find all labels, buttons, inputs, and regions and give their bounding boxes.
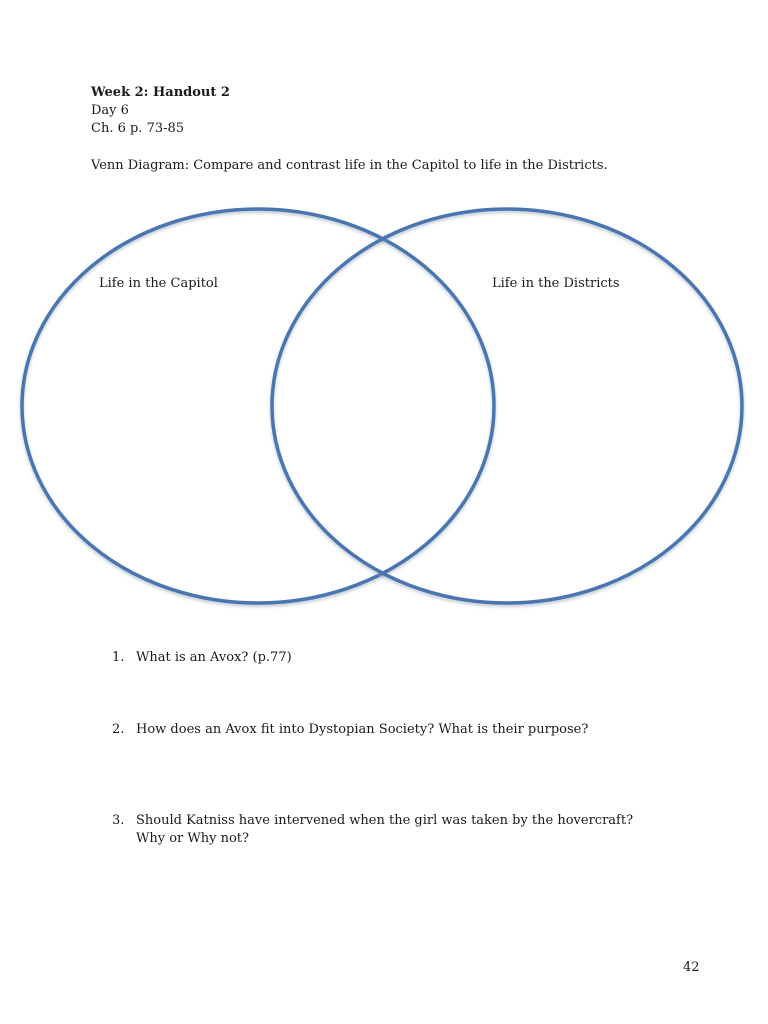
venn-diagram [0,195,768,615]
venn-circle-right [272,209,742,603]
venn-circle-left [22,209,494,603]
chapter-label: Ch. 6 p. 73-85 [91,121,185,136]
venn-instructions: Venn Diagram: Compare and contrast life in the Capitol to life in the Districts. [91,158,608,173]
day-label: Day 6 [91,103,129,118]
question-number: 2. [112,722,125,737]
question-text: Should Katniss have intervened when the girl was taken by the hovercraft? [136,813,634,828]
venn-label-districts: Life in the Districts [492,276,620,291]
venn-label-capitol: Life in the Capitol [99,276,218,291]
question-text: What is an Avox? (p.77) [136,650,292,665]
question-text-continued: Why or Why not? [136,831,249,846]
question-text: How does an Avox fit into Dystopian Society? What is their purpose? [136,722,589,737]
header [91,84,230,138]
question-text-block [136,812,633,848]
question-1 [112,649,292,667]
handout-title: Week 2: Handout 2 [91,85,230,100]
question-2 [112,721,588,739]
page-number: 42 [683,960,700,975]
question-number: 1. [112,650,125,665]
question-3 [112,812,633,848]
question-number: 3. [112,813,125,828]
